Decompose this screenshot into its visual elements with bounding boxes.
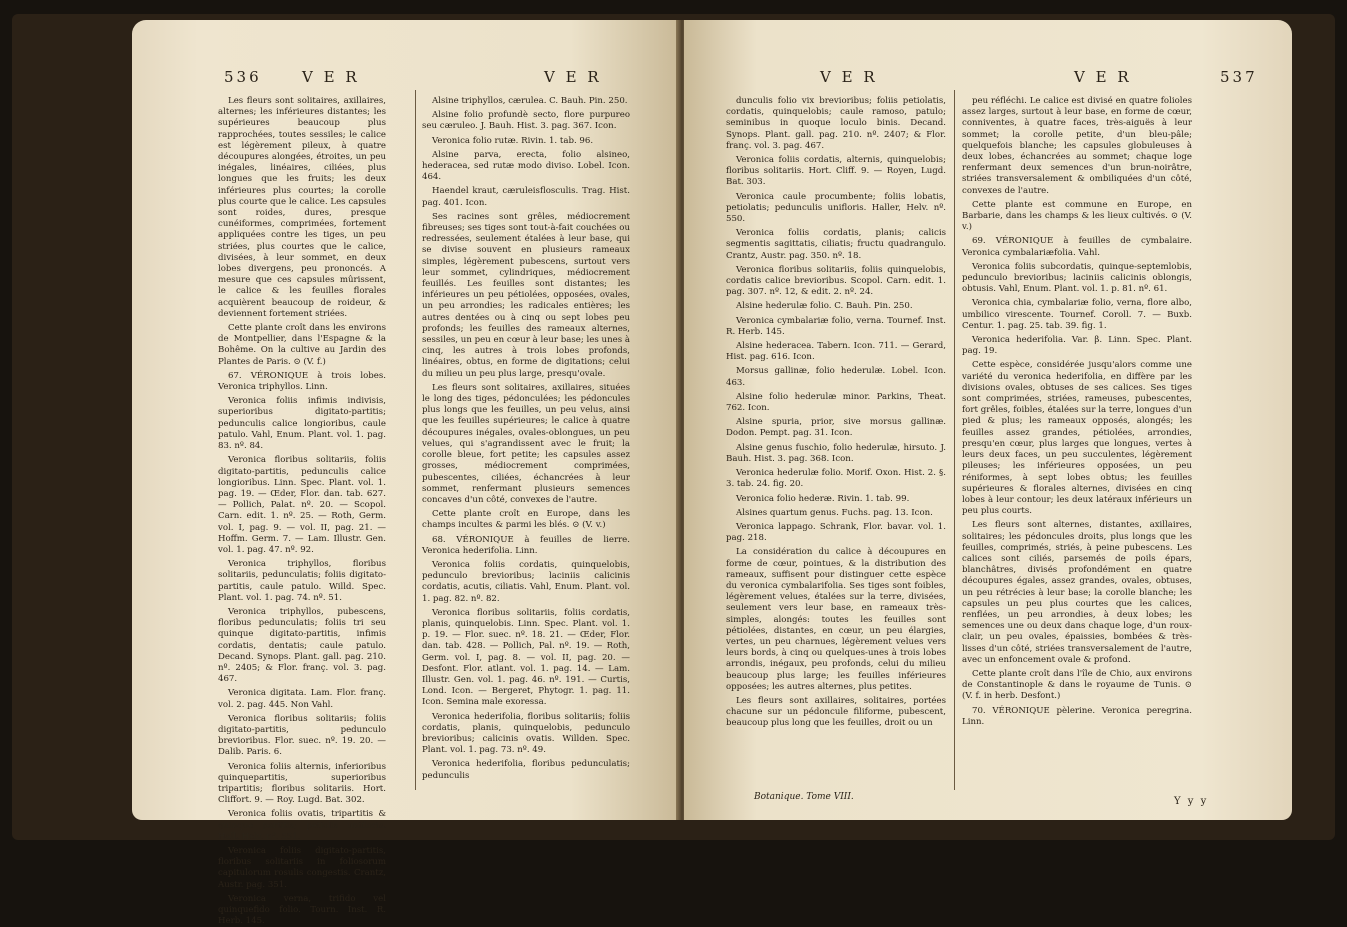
paragraph: Veronica foliis digitato-partitis, floribus solitariis in foliosorum capitulorum rosulis congestis. Crantz, Austr. pag. 351.: [218, 846, 386, 890]
signature-mark: Y y y: [1174, 796, 1209, 807]
paragraph: Alsine spuria, prior, sive morsus gallinæ. Dodon. Pempt. pag. 31. Icon.: [726, 417, 946, 439]
paragraph: Veronica triphyllos, floribus solitariis, pedunculatis; foliis digitato-partitis, caule patulo. Willd. Spec. Plant. vol. 1. pag. 74. nº. 51.: [218, 559, 386, 603]
paragraph: Veronica caule procumbente; foliis lobatis, petiolatis; pedunculis unifloris. Haller, Helv. nº. 550.: [726, 191, 946, 225]
paragraph: Cette espèce, considérée jusqu'alors comme une variété du veronica hederifolia, en diffère par les divisions ovales, obtuses de ses calices. Ses tiges sont comprimées, striées, rameuses, pubescentes, fort grêles, foibles, étalées sur la terre, longues d'un pied & plus; les rameaux opposés, alongés; les feuilles assez grandes, pétiolées, arrondies, presqu'en cœur, plus larges que longues, vertes à leurs deux faces, un peu succulentes, légèrement pileuses; les inférieures opposées, un peu réniformes, à sept lobes obtus; les feuilles supérieures & florales alternes, divisées en cinq lobes à leur contour; les deux latéraux inférieurs un peu plus courts.: [962, 360, 1192, 517]
paragraph: Veronica floribus solitariis, foliis digitato-partitis, pedunculis calice longioribus. Linn. Spec. Plant. vol. 1. pag. 19. — Œder, Flor. dan. tab. 627. — Pollich, Palat. nº. 20. — Scopol. Carn. edit. 1. nº. 25. — Roth, Germ. vol. I, pag. 9. — vol. II, pag. 21. — Hoffm. Germ. 7. — Lam. Illustr. Gen. vol. 1. pag. 47. nº. 92.: [218, 455, 386, 555]
paragraph: Veronica floribus solitariis, foliis cordatis, planis, quinquelobis. Linn. Spec. Plant. vol. 1. p. 19. — Flor. suec. nº. 18. 21. — Œder, Flor. dan. tab. 428. — Pollich, Pal. nº. 19. — Roth, Germ. vol. I, pag. 8. — vol. II, pag. 20. — Desfont. Flor. atlant. vol. 1. pag. 14. — Lam. Illustr. Gen. vol. 1. pag. 46. nº. 191. — Curtis, Lond. Icon. — Bergeret, Phytogr. 1. pag. 11. Icon. Semina male exoressa.: [422, 607, 630, 708]
paragraph: Veronica floribus solitariis; foliis digitato-partitis, pedunculo brevioribus. Flor. suec. nº. 19. 20. — Dalib. Paris. 6.: [218, 713, 386, 758]
paragraph: Veronica hederifolia, floribus pedunculatis; pedunculis: [422, 759, 630, 781]
paragraph: Veronica folio hederæ. Rivin. 1. tab. 99.: [736, 493, 910, 504]
column-rule-right: [954, 90, 955, 790]
paragraph: 67. VÉRONIQUE à trois lobes. Veronica triphyllos. Linn.: [218, 370, 386, 393]
paragraph: Alsine hederulæ folio. C. Bauh. Pin. 250.: [736, 301, 913, 312]
paragraph: Les fleurs sont alternes, distantes, axillaires, solitaires; les pédoncules droits, plus longs que les feuilles, comprimés, striés, à peine pubescens. Les calices sont ciliés, parsemés de poils épars, blanchâtres, divisés profondément en quatre découpures égales, assez grandes, ovales, obtuses, un peu rétrécies à leur base; la corolle blanche; les capsules un peu plus courtes que les calices, renflées, un peu arrondies, à deux lobes; les semences une ou deux dans chaque loge, d'un roux-clair, un peu ovales, épaissies, bombées & très-lisses d'un côté, striées transversalement de l'autre, avec un enfoncement ovale & profond.: [962, 520, 1192, 665]
paragraph: Veronica foliis ovatis, tripartitis & quinque partitis; petiolis unifloris. Hall. Helv. nº. 551.: [218, 809, 386, 842]
paragraph: Les fleurs sont solitaires, axillaires, alternes; les inférieures distantes; les supérieures beaucoup plus rapprochées, toutes sessiles; le calice est légèrement pileux, à quatre découpures alongées, étroites, un peu inégales, linéaires, ciliées, plus longues que les fruits; les deux inférieures plus courtes; la corolle plus courte que le calice. Les capsules sont roides, dures, presque cunéiformes, comprimées, fortement appliquées contre les tiges, un peu striées, plus courtes que le calice, divisées, à leur sommet, en deux lobes divergens, peu prononcés. A mesure que ces capsules mûrissent, le calice & les feuilles florales acquièrent beaucoup de roideur, & deviennent fortement striées.: [218, 96, 386, 319]
paragraph: Veronica hederifolia. Var. β. Linn. Spec. Plant. pag. 19.: [962, 335, 1192, 357]
right-column-2: [962, 96, 1192, 776]
paragraph: Veronica triphyllos, pubescens, floribus pedunculatis; foliis tri seu quinque digitato-partitis, infimis cordatis, dentatis; caule patulo. Decand. Synops. Plant. gall. pag. 210. nº. 2405; & Flor. franç. vol. 3. pag. 467.: [218, 606, 386, 685]
paragraph: Veronica lappago. Schrank, Flor. bavar. vol. 1. pag. 218.: [726, 521, 946, 544]
paragraph: peu réfléchi. Le calice est divisé en quatre folioles assez larges, surtout à leur base, en forme de cœur, conniventes, à quatre faces, très-aiguës à leur sommet; la corolle petite, d'un bleu-pâle; quelquefois blanche; les capsules globuleuses à deux lobes, échancrées au sommet; chaque loge renfermant deux semences d'un brun-noirâtre, striées transversalement & ombiliquées d'un côté, convexes de l'autre.: [962, 96, 1192, 196]
paragraph: Ses racines sont grêles, médiocrement fibreuses; ses tiges sont tout-à-fait couchées ou redressées, seulement étalées à leur base, qui se divise souvent en plusieurs rameaux simples, légèrement pubescens, surtout vers leur sommet, cylindriques, médiocrement feuillés. Les feuilles sont distantes; les inférieures un peu pétiolées, opposées, ovales, un peu arrondies; les radicales entières; les autres dentées ou à cinq ou sept lobes peu profonds; les feuilles des rameaux alternes, sessiles, un peu en cœur à leur base; les unes à cinq, les autres à trois lobes profonds, linéaires, obtus, en forme de digitations; celui du milieu un peu plus large, presqu'ovale.: [422, 211, 630, 379]
paragraph: Cette plante croît dans l'île de Chio, aux environs de Constantinople & dans le royaume de Tunis. ⊙ (V. f. in herb. Desfont.): [962, 668, 1192, 702]
volume-footer: Botanique. Tome VIII.: [754, 792, 854, 802]
paragraph: Les fleurs sont solitaires, axillaires, situées le long des tiges, pédonculées; les pédoncules plus longs que les feuilles, un peu velus, ainsi que les feuilles supérieures; le calice à quatre découpures inégales, ovales-oblongues, un peu velues, qui s'agrandissent avec le fruit; la corolle bleue, fort petite; les capsules assez grosses, médiocrement comprimées, pubescentes, ciliées, échancrées à leur sommet, renfermant plusieurs semences concaves d'un côté, convexes de l'autre.: [422, 382, 630, 505]
column-rule: [415, 90, 416, 790]
paragraph: Alsine folio hederulæ minor. Parkins, Theat. 762. Icon.: [726, 391, 946, 414]
paragraph: Veronica hederifolia, floribus solitariis; foliis cordatis, planis, quinquelobis, pedunculo brevioribus; calicinis ovatis. Willden. Spec. Plant. vol. 1. pag. 73. nº. 49.: [422, 711, 630, 756]
paragraph: 69. VÉRONIQUE à feuilles de cymbalaire. Veronica cymbalariæfolia. Vahl.: [962, 236, 1192, 258]
right-column-1: [726, 96, 946, 736]
paragraph: Veronica foliis cordatis, alternis, quinquelobis; floribus solitariis. Hort. Cliff. 9. — Royen, Lugd. Bat. 303.: [726, 155, 946, 188]
left-column-1: [218, 96, 386, 927]
paragraph: Veronica verna, trifido vel quinquefido folio. Tourn. Inst. R. Herb. 145.: [218, 893, 386, 927]
left-page: [132, 20, 680, 927]
left-running-head-b: V E R: [544, 68, 602, 86]
left-running-head-a: V E R: [302, 68, 360, 86]
right-page-number: 537: [1220, 68, 1258, 86]
paragraph: Veronica hederulæ folio. Morif. Oxon. Hist. 2. §. 3. tab. 24. fig. 20.: [726, 468, 946, 490]
paragraph: Veronica foliis cordatis, planis; calicis segmentis sagittatis, ciliatis; fructu quadrangulo. Crantz, Austr. pag. 350. nº. 18.: [726, 228, 946, 261]
paragraph: Alsine parva, erecta, folio alsineo, hederacea, sed rutæ modo diviso. Lobel. Icon. 464.: [422, 149, 630, 183]
right-page: [684, 20, 1292, 820]
paragraph: Morsus gallinæ, folio hederulæ. Lobel. Icon. 463.: [726, 366, 946, 388]
paragraph: 68. VÉRONIQUE à feuilles de lierre. Veronica hederifolia. Linn.: [422, 534, 630, 556]
paragraph: Veronica foliis cordatis, quinquelobis, pedunculo brevioribus; laciniis calicinis cordatis, acutis, ciliatis. Vahl, Enum. Plant. vol. 1. pag. 82. nº. 82.: [422, 559, 630, 604]
paragraph: dunculis folio vix brevioribus; foliis petiolatis, cordatis, quinquelobis; caule ramoso, patulo; seminibus in quoque loculo binis. Decand. Synops. Plant. gall. pag. 210. nº. 2407; & Flor. franç. vol. 3. pag. 467.: [726, 96, 946, 151]
paragraph: Veronica foliis alternis, inferioribus quinquepartitis, superioribus tripartitis; floribus solitariis. Hort. Cliffort. 9. — Roy. Lugd. Bat. 302.: [218, 761, 386, 806]
paragraph: Cette plante croît dans les environs de Montpellier, dans l'Espagne & la Bohême. On la cultive au Jardin des Plantes de Paris. ⊙ (V. f.): [218, 323, 386, 367]
paragraph: Les fleurs sont axillaires, solitaires, portées chacune sur un pédoncule filiforme, pubescent, beaucoup plus long que les feuilles, droit ou un: [726, 695, 946, 729]
paragraph: Veronica cymbalariæ folio, verna. Tournef. Inst. R. Herb. 145.: [726, 315, 946, 337]
paragraph: Cette plante croît en Europe, dans les champs incultes & parmi les blés. ⊙ (V. v.): [422, 509, 630, 531]
paragraph: Veronica foliis infimis indivisis, superioribus digitato-partitis; pedunculis calice longioribus, caule patulo. Vahl, Enum. Plant. vol. 1. pag. 83. nº. 84.: [218, 396, 386, 452]
paragraph: Veronica chia, cymbalariæ folio, verna, flore albo, umbilico virescente. Tournef. Coroll. 7. — Buxb. Centur. 1. pag. 25. tab. 39. fig. 1.: [962, 298, 1192, 331]
paragraph: Alsines quartum genus. Fuchs. pag. 13. Icon.: [736, 507, 933, 518]
paragraph: Alsine triphyllos, cærulea. C. Bauh. Pin. 250.: [432, 96, 628, 106]
paragraph: La considération du calice à découpures en forme de cœur, pointues, & la distribution des rameaux, suffisent pour distinguer cette espèce du veronica cymbalarifolia. Ses tiges sont foibles, légèrement velues, étalées sur la terre, divisées, seulement vers leur base, en rameaux très-simples, alongés: toutes les feuilles sont pétiolées, distantes, en cœur, un peu élargies, vertes, un peu charnues, légèrement velues vers leurs bords, à cinq ou quelques-unes à trois lobes arrondis, inégaux, peu profonds, celui du milieu beaucoup plus large; les feuilles inférieures opposées; les autres alternes, plus petites.: [726, 547, 946, 692]
paragraph: Veronica floribus solitariis, foliis quinquelobis, cordatis calice brevioribus. Scopol. Carn. edit. 1. pag. 307. nº. 12, & edit. 2. nº. 24.: [726, 264, 946, 298]
right-running-head-a: V E R: [820, 68, 878, 86]
paragraph: Alsine genus fuschio, folio hederulæ, hirsuto. J. Bauh. Hist. 3. pag. 368. Icon.: [726, 442, 946, 464]
paragraph: Alsine folio profundè secto, flore purpureo seu cæruleo. J. Bauh. Hist. 3. pag. 367. Icon.: [422, 110, 630, 132]
paragraph: Cette plante est commune en Europe, en Barbarie, dans les champs & les lieux cultivés. ⊙ (V. v.): [962, 199, 1192, 233]
paragraph: Veronica foliis subcordatis, quinque-septemlobis, pedunculo brevioribus; laciniis calicinis oblongis, obtusis. Vahl, Enum. Plant. vol. 1. p. 81. nº. 61.: [962, 261, 1192, 295]
paragraph: 70. VÉRONIQUE pèlerine. Veronica peregrina. Linn.: [962, 705, 1192, 727]
paragraph: Veronica folio rutæ. Rivin. 1. tab. 96.: [432, 135, 594, 146]
paragraph: Haendel kraut, cæruleisflosculis. Trag. Hist. pag. 401. Icon.: [422, 186, 630, 208]
paragraph: Alsine hederacea. Tabern. Icon. 711. — Gerard, Hist. pag. 616. Icon.: [726, 341, 946, 363]
paragraph: Veronica digitata. Lam. Flor. franç. vol. 2. pag. 445. Non Vahl.: [218, 688, 386, 710]
left-page-number: 536: [224, 68, 262, 86]
left-column-2: [422, 96, 630, 781]
right-running-head-b: V E R: [1074, 68, 1132, 86]
